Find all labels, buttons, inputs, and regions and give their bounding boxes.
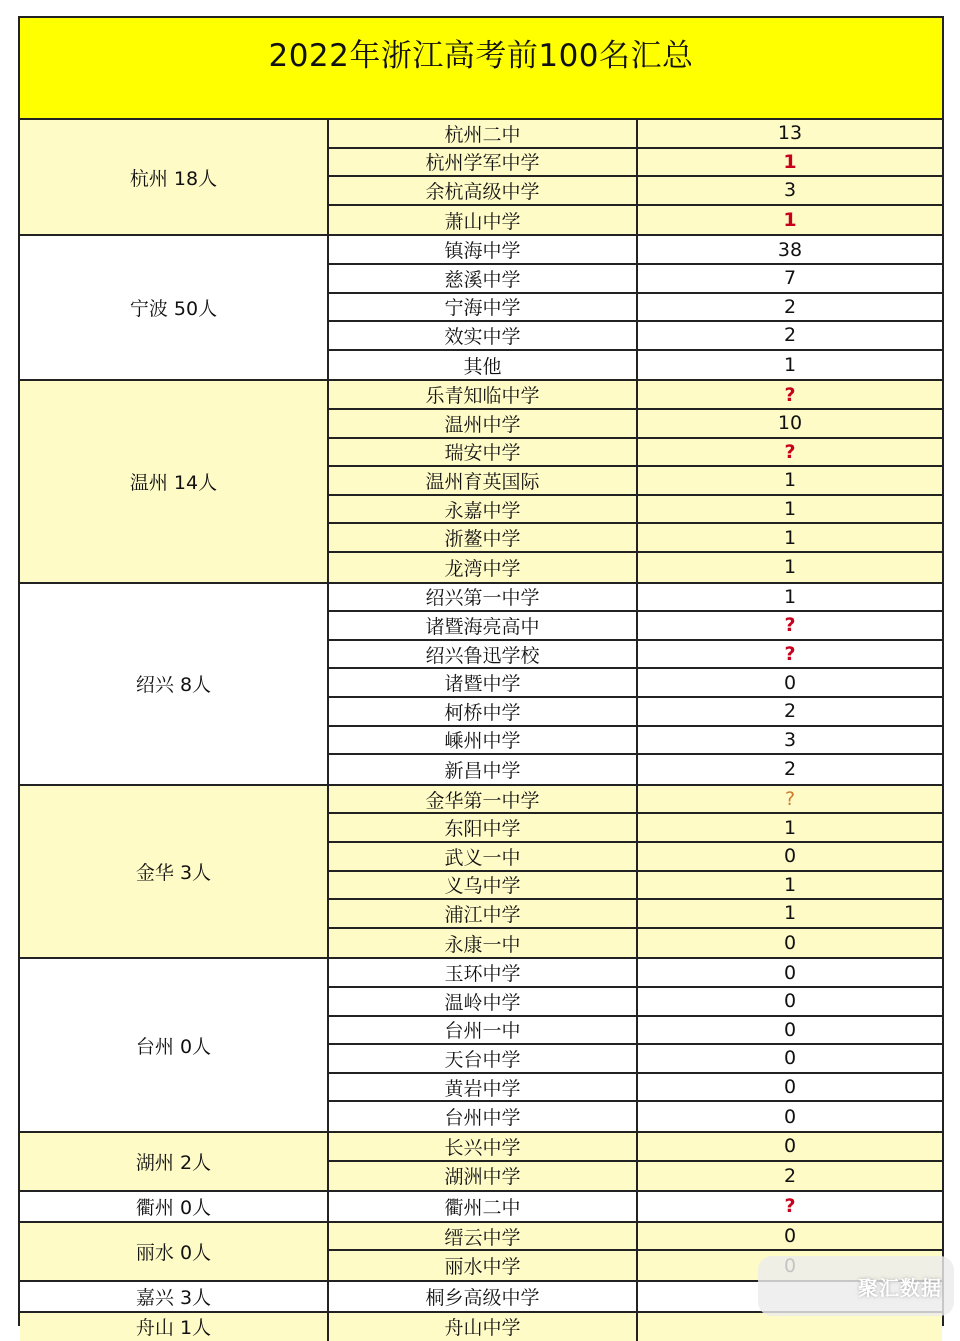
city-group bbox=[20, 379, 942, 581]
school-row bbox=[329, 1162, 942, 1191]
city-group bbox=[20, 234, 942, 379]
city-group bbox=[20, 1190, 942, 1221]
school-name: 温州中学 bbox=[329, 410, 638, 437]
school-name: 镇海中学 bbox=[329, 236, 638, 263]
city-label: 宁波 50人 bbox=[129, 298, 218, 321]
school-count: 0 bbox=[783, 1018, 797, 1041]
school-row bbox=[329, 900, 942, 929]
school-row bbox=[329, 988, 942, 1017]
school-name: 金华第一中学 bbox=[329, 786, 638, 813]
school-count: 0 bbox=[783, 1225, 797, 1248]
school-name: 杭州二中 bbox=[329, 120, 638, 147]
school-count: 7 bbox=[783, 267, 797, 290]
school-count: ? bbox=[784, 1195, 796, 1218]
school-list bbox=[327, 1192, 942, 1221]
school-name: 杭州学军中学 bbox=[329, 149, 638, 176]
school-name: 舟山中学 bbox=[329, 1313, 638, 1341]
school-list bbox=[327, 959, 942, 1131]
school-name: 浦江中学 bbox=[329, 900, 638, 927]
school-count: ? bbox=[784, 614, 796, 637]
city-group bbox=[20, 1131, 942, 1190]
school-count bbox=[638, 1313, 942, 1341]
school-row bbox=[329, 727, 942, 756]
school-name: 武义一中 bbox=[329, 843, 638, 870]
school-count: 1 bbox=[783, 902, 797, 925]
school-name: 玉环中学 bbox=[329, 959, 638, 986]
school-count: 38 bbox=[777, 238, 803, 261]
school-row bbox=[329, 669, 942, 698]
school-row bbox=[329, 351, 942, 380]
school-name: 永嘉中学 bbox=[329, 496, 638, 523]
school-name: 嵊州中学 bbox=[329, 727, 638, 754]
school-row bbox=[329, 641, 942, 670]
school-row bbox=[329, 1223, 942, 1252]
school-list bbox=[327, 1313, 942, 1341]
school-name: 义乌中学 bbox=[329, 872, 638, 899]
school-row bbox=[329, 439, 942, 468]
school-name: 台州一中 bbox=[329, 1017, 638, 1044]
city-label: 绍兴 8人 bbox=[135, 674, 212, 697]
school-name: 绍兴鲁迅学校 bbox=[329, 641, 638, 668]
school-row bbox=[329, 1192, 942, 1221]
school-count: 1 bbox=[783, 873, 797, 896]
city-group bbox=[20, 582, 942, 784]
school-count: 2 bbox=[783, 295, 797, 318]
school-row bbox=[329, 584, 942, 613]
school-row bbox=[329, 1045, 942, 1074]
school-list bbox=[327, 236, 942, 379]
school-count: 0 bbox=[783, 932, 797, 955]
school-count: 0 bbox=[783, 1047, 797, 1070]
school-count: 1 bbox=[783, 354, 797, 377]
school-count: 13 bbox=[777, 122, 803, 145]
city-label: 温州 14人 bbox=[129, 471, 218, 494]
school-count: 0 bbox=[783, 845, 797, 868]
school-count: 2 bbox=[783, 324, 797, 347]
school-row bbox=[329, 265, 942, 294]
school-name: 宁海中学 bbox=[329, 294, 638, 321]
school-row bbox=[329, 755, 942, 784]
school-row bbox=[329, 294, 942, 323]
school-row bbox=[329, 206, 942, 235]
school-row bbox=[329, 786, 942, 815]
school-count: 0 bbox=[783, 1076, 797, 1099]
school-name: 瑞安中学 bbox=[329, 439, 638, 466]
school-row bbox=[329, 814, 942, 843]
city-group bbox=[20, 784, 942, 958]
watermark-logo: 聚汇数据 bbox=[758, 1256, 954, 1316]
school-list bbox=[327, 381, 942, 581]
school-row bbox=[329, 929, 942, 958]
school-name: 东阳中学 bbox=[329, 814, 638, 841]
city-label: 金华 3人 bbox=[135, 862, 212, 885]
table-title: 2022年浙江高考前100名汇总 bbox=[268, 38, 694, 74]
school-count: ? bbox=[784, 643, 796, 666]
city-label: 衢州 0人 bbox=[135, 1196, 212, 1219]
school-count: 1 bbox=[783, 816, 797, 839]
school-count: ? bbox=[784, 440, 796, 463]
school-row bbox=[329, 612, 942, 641]
school-name: 浙鳌中学 bbox=[329, 524, 638, 551]
school-name: 温岭中学 bbox=[329, 988, 638, 1015]
city-label: 丽水 0人 bbox=[135, 1241, 212, 1264]
city-label: 湖州 2人 bbox=[135, 1152, 212, 1175]
school-row bbox=[329, 496, 942, 525]
school-row bbox=[329, 698, 942, 727]
school-count: 10 bbox=[777, 412, 803, 435]
school-row bbox=[329, 843, 942, 872]
school-name: 柯桥中学 bbox=[329, 698, 638, 725]
school-row bbox=[329, 467, 942, 496]
school-name: 龙湾中学 bbox=[329, 553, 638, 582]
school-row bbox=[329, 149, 942, 178]
school-count: 0 bbox=[783, 1105, 797, 1128]
school-name: 天台中学 bbox=[329, 1045, 638, 1072]
school-name: 乐青知临中学 bbox=[329, 381, 638, 408]
school-name: 温州育英国际 bbox=[329, 467, 638, 494]
school-name: 新昌中学 bbox=[329, 755, 638, 784]
school-row bbox=[329, 1102, 942, 1131]
school-count: 1 bbox=[783, 585, 797, 608]
school-count: 0 bbox=[783, 1135, 797, 1158]
school-list bbox=[327, 584, 942, 784]
school-row bbox=[329, 959, 942, 988]
school-name: 效实中学 bbox=[329, 322, 638, 349]
city-group bbox=[20, 120, 942, 234]
school-row bbox=[329, 236, 942, 265]
school-row bbox=[329, 177, 942, 206]
school-count: 1 bbox=[783, 556, 797, 579]
city-label: 杭州 18人 bbox=[129, 167, 218, 190]
school-row bbox=[329, 1313, 942, 1341]
school-row bbox=[329, 524, 942, 553]
school-row bbox=[329, 1074, 942, 1103]
school-list bbox=[327, 1133, 942, 1190]
school-name: 其他 bbox=[329, 351, 638, 380]
school-name: 余杭高级中学 bbox=[329, 177, 638, 204]
school-name: 诸暨中学 bbox=[329, 669, 638, 696]
school-name: 桐乡高级中学 bbox=[329, 1282, 638, 1311]
school-count: 1 bbox=[783, 526, 797, 549]
table-title-bar bbox=[20, 18, 942, 120]
school-count: ? bbox=[784, 383, 796, 406]
school-row bbox=[329, 553, 942, 582]
school-row bbox=[329, 410, 942, 439]
city-label: 台州 0人 bbox=[135, 1035, 212, 1058]
school-name: 丽水中学 bbox=[329, 1251, 638, 1280]
school-count: 0 bbox=[783, 671, 797, 694]
school-name: 衢州二中 bbox=[329, 1192, 638, 1221]
school-count: 1 bbox=[783, 469, 797, 492]
school-count: 2 bbox=[783, 1164, 797, 1187]
school-row bbox=[329, 1017, 942, 1046]
school-row bbox=[329, 381, 942, 410]
school-name: 诸暨海亮高中 bbox=[329, 612, 638, 639]
school-name: 缙云中学 bbox=[329, 1223, 638, 1250]
school-name: 湖洲中学 bbox=[329, 1162, 638, 1191]
school-name: 萧山中学 bbox=[329, 206, 638, 235]
school-count: 1 bbox=[783, 498, 797, 521]
school-name: 长兴中学 bbox=[329, 1133, 638, 1160]
city-label: 嘉兴 3人 bbox=[135, 1286, 212, 1309]
school-name: 台州中学 bbox=[329, 1102, 638, 1131]
school-name: 黄岩中学 bbox=[329, 1074, 638, 1101]
school-count: 0 bbox=[783, 961, 797, 984]
school-list bbox=[327, 786, 942, 958]
school-count: 3 bbox=[783, 179, 797, 202]
school-name: 绍兴第一中学 bbox=[329, 584, 638, 611]
school-row bbox=[329, 1133, 942, 1162]
school-count: 0 bbox=[783, 990, 797, 1013]
school-row bbox=[329, 120, 942, 149]
city-group bbox=[20, 957, 942, 1131]
school-list bbox=[327, 120, 942, 234]
summary-table bbox=[18, 16, 944, 1340]
school-row bbox=[329, 322, 942, 351]
school-name: 慈溪中学 bbox=[329, 265, 638, 292]
school-count: 2 bbox=[783, 700, 797, 723]
school-count: ? bbox=[784, 788, 796, 811]
school-name: 永康一中 bbox=[329, 929, 638, 958]
school-count: 1 bbox=[783, 150, 797, 173]
school-row bbox=[329, 872, 942, 901]
school-count: 1 bbox=[783, 209, 797, 232]
city-label: 舟山 1人 bbox=[135, 1317, 212, 1340]
school-count: 3 bbox=[783, 728, 797, 751]
school-count: 2 bbox=[783, 758, 797, 781]
